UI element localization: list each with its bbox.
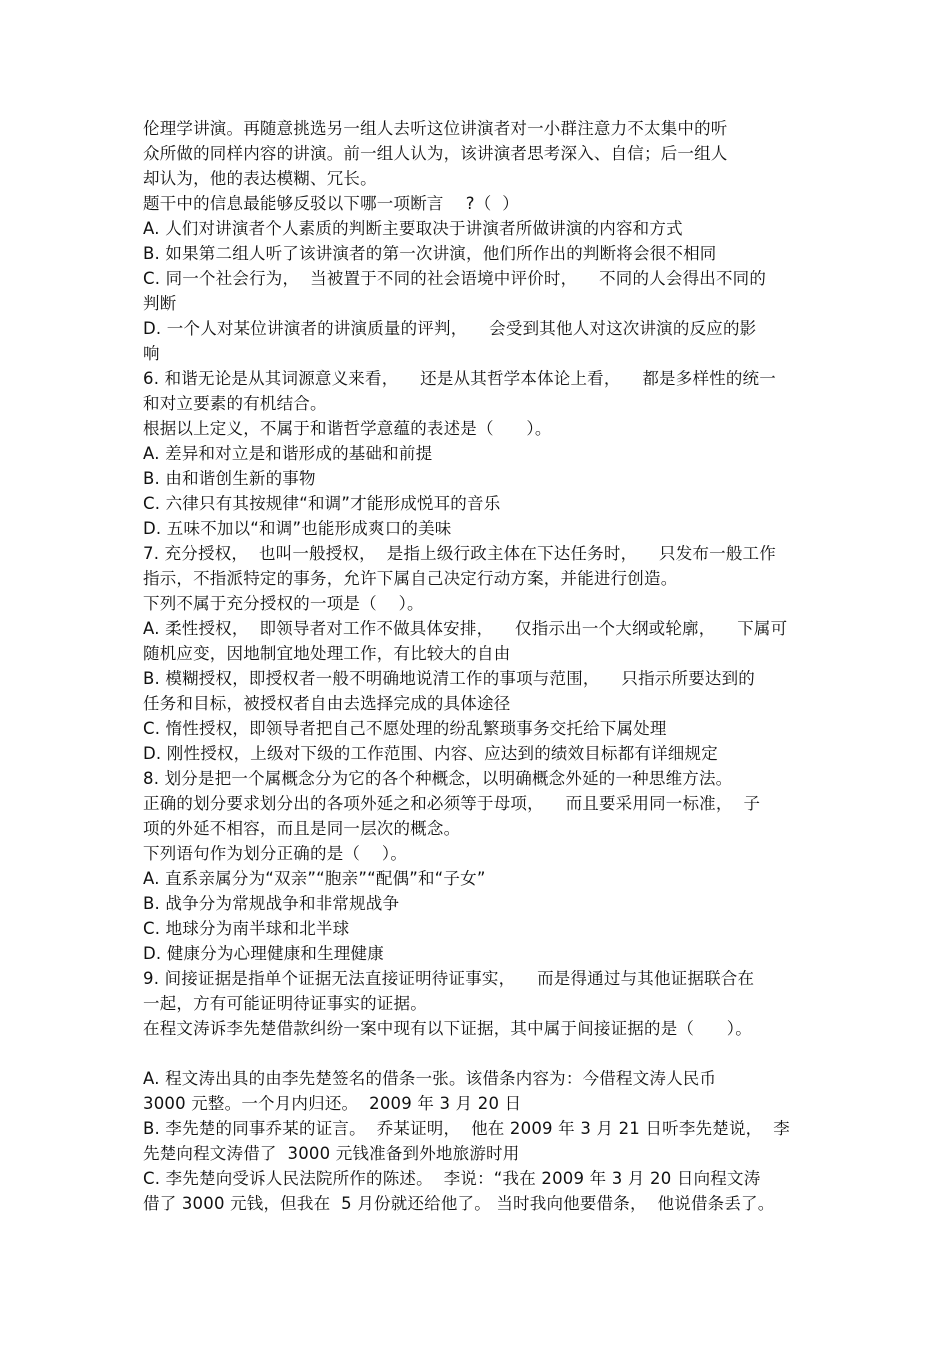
question-line: 8. 划分是把一个属概念分为它的各个种概念，以明确概念外延的一种思维方法。	[143, 769, 733, 788]
option-line: B. 如果第二组人听了该讲演者的第一次讲演，他们所作出的判断将会很不相同	[143, 244, 717, 263]
option-line: C. 地球分为南半球和北半球	[143, 919, 350, 938]
text-line: 借了 3000 元钱，但我在 5 月份就还给他了。 当时我向他要借条， 他说借条丢了。	[143, 1194, 775, 1213]
option-line: C. 李先楚向受诉人民法院所作的陈述。 李说：“我在 2009 年 3 月 20 日向程文涛	[143, 1169, 761, 1188]
option-line: A. 程文涛出具的由李先楚签名的借条一张。该借条内容为：今借程文涛人民币	[143, 1069, 717, 1088]
text-line: 指示，不指派特定的事务，允许下属自己决定行动方案，并能进行创造。	[143, 569, 678, 588]
question-line: 6. 和谐无论是从其词源意义来看， 还是从其哲学本体论上看， 都是多样性的统一	[143, 369, 776, 388]
question-line: 7. 充分授权， 也叫一般授权， 是指上级行政主体在下达任务时， 只发布一般工作	[143, 544, 776, 563]
option-line: D. 健康分为心理健康和生理健康	[143, 944, 384, 963]
text-line: 3000 元整。一个月内归还。 2009 年 3 月 20 日	[143, 1094, 522, 1113]
option-line: B. 模糊授权，即授权者一般不明确地说清工作的事项与范围， 只指示所要达到的	[143, 669, 755, 688]
option-line: B. 李先楚的同事乔某的证言。 乔某证明， 他在 2009 年 3 月 21 日听李先楚说， 李	[143, 1119, 790, 1138]
option-line: B. 战争分为常规战争和非常规战争	[143, 894, 400, 913]
prompt-line: 下列不属于充分授权的一项是（ ）。	[143, 594, 424, 613]
text-line: 伦理学讲演。再随意挑选另一组人去听这位讲演者对一小群注意力不太集中的听	[143, 119, 728, 138]
option-line: D. 刚性授权，上级对下级的工作范围、内容、应达到的绩效目标都有详细规定	[143, 744, 718, 763]
option-line: C. 同一个社会行为， 当被置于不同的社会语境中评价时， 不同的人会得出不同的	[143, 269, 767, 288]
text-line: 一起，方有可能证明待证事实的证据。	[143, 994, 427, 1013]
option-line: B. 由和谐创生新的事物	[143, 469, 316, 488]
text-line: 和对立要素的有机结合。	[143, 394, 327, 413]
text-line: 响	[143, 344, 160, 363]
text-line: 随机应变，因地制宜地处理工作，有比较大的自由	[143, 644, 511, 663]
text-line: 却认为，他的表达模糊、冗长。	[143, 169, 377, 188]
text-line: 任务和目标，被授权者自由去选择完成的具体途径	[143, 694, 511, 713]
option-line: A. 柔性授权， 即领导者对工作不做具体安排， 仅指示出一个大纲或轮廓， 下属可	[143, 619, 788, 638]
option-line: A. 差异和对立是和谐形成的基础和前提	[143, 444, 433, 463]
prompt-line: 下列语句作为划分正确的是（ ）。	[143, 844, 408, 863]
option-line: A. 人们对讲演者个人素质的判断主要取决于讲演者所做讲演的内容和方式	[143, 219, 683, 238]
option-line: C. 惰性授权，即领导者把自己不愿处理的纷乱繁琐事务交托给下属处理	[143, 719, 667, 738]
option-line: D. 五味不加以“和调”也能形成爽口的美味	[143, 519, 452, 538]
text-line: 题干中的信息最能够反驳以下哪一项断言 ?（ ）	[143, 194, 519, 213]
option-line: D. 一个人对某位讲演者的讲演质量的评判， 会受到其他人对这次讲演的反应的影	[143, 319, 757, 338]
prompt-line: 根据以上定义，不属于和谐哲学意蕴的表述是（ ）。	[143, 419, 552, 438]
option-line: C. 六律只有其按规律“和调”才能形成悦耳的音乐	[143, 494, 501, 513]
text-line: 正确的划分要求划分出的各项外延之和必须等于母项， 而且要采用同一标准， 子	[143, 794, 761, 813]
text-line: 判断	[143, 294, 177, 313]
question-line: 9. 间接证据是指单个证据无法直接证明待证事实， 而是得通过与其他证据联合在	[143, 969, 755, 988]
text-line: 先楚向程文涛借了 3000 元钱准备到外地旅游时用	[143, 1144, 520, 1163]
text-line: 众所做的同样内容的讲演。前一组人认为，该讲演者思考深入、自信；后一组人	[143, 144, 728, 163]
option-line: A. 直系亲属分为“双亲”“胞亲”“配偶”和“子女”	[143, 869, 486, 888]
prompt-line: 在程文涛诉李先楚借款纠纷一案中现有以下证据，其中属于间接证据的是（ ）。	[143, 1019, 752, 1038]
text-line: 项的外延不相容，而且是同一层次的概念。	[143, 819, 461, 838]
